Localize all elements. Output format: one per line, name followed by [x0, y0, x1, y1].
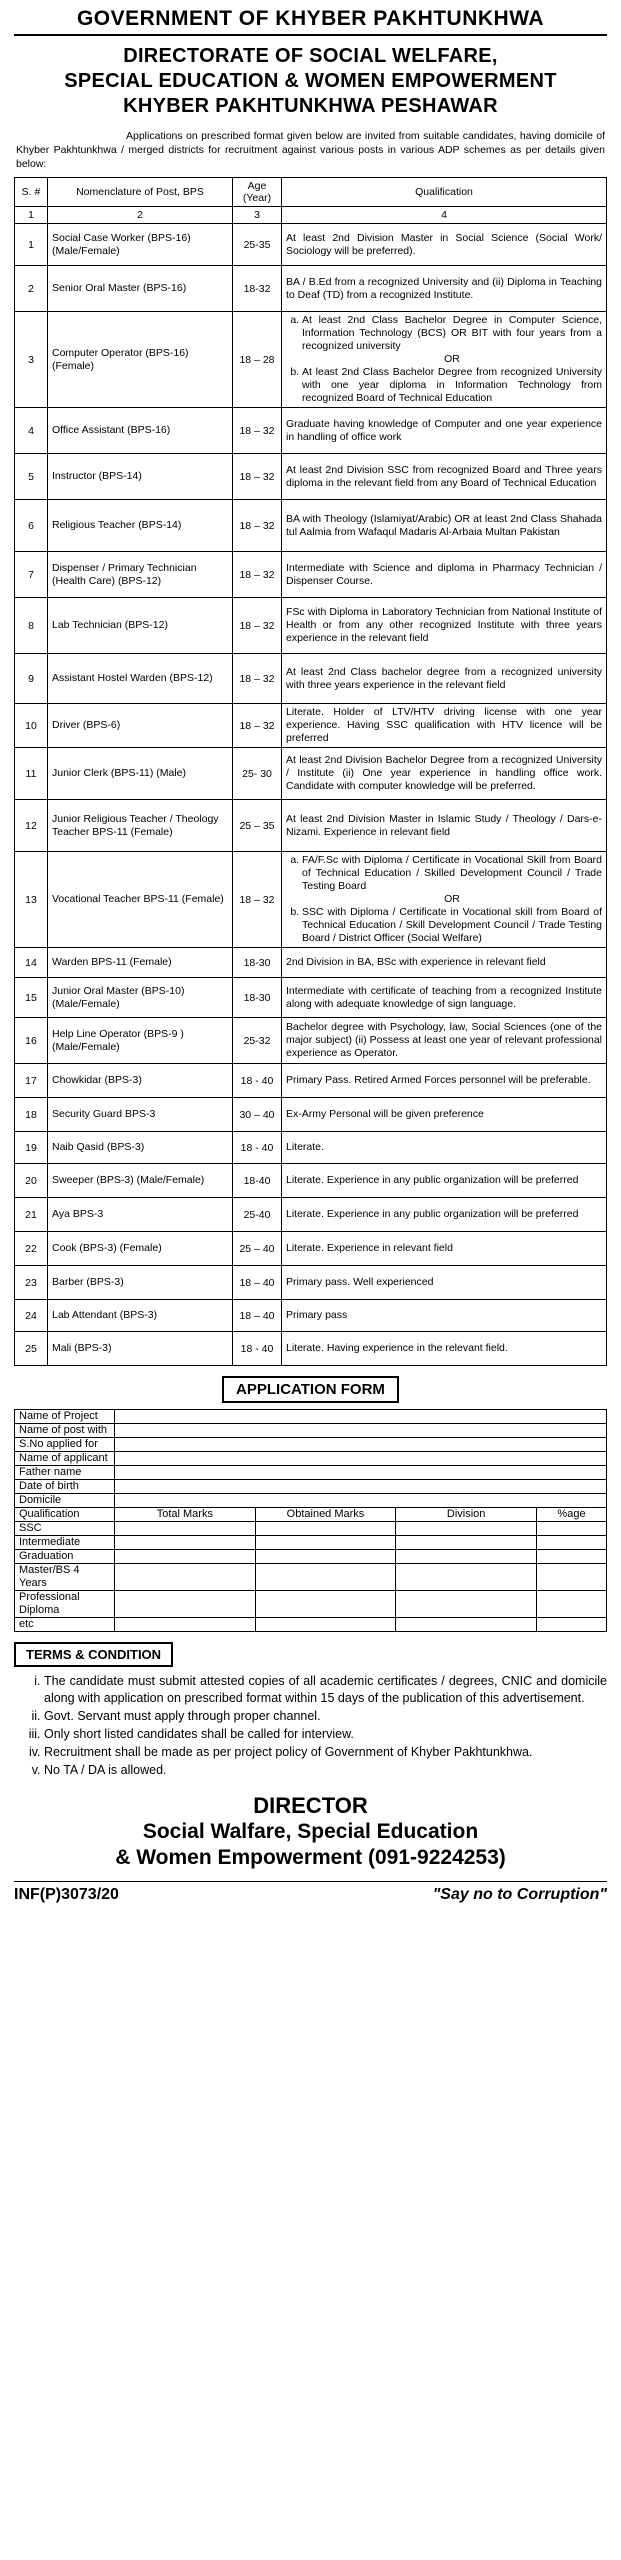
table-row — [15, 978, 607, 1018]
form-field-value[interactable] — [115, 1410, 607, 1424]
qualification-option-a: a. FA/F.Sc with Diploma / Certificate in Vocational Skill from Board of Technical Education / Skilled Development Council / Trade Testing Board — [302, 854, 602, 893]
qualification-row — [15, 1618, 607, 1632]
table-row — [15, 408, 607, 454]
col-number: 1 — [15, 207, 48, 224]
table-row — [15, 552, 607, 598]
form-field-row — [15, 1452, 607, 1466]
qualification-header: Qualification — [15, 1508, 115, 1522]
row-qualification: Literate. Holder of LTV/HTV driving license with one year experience. Having SSC qualification with HTV licence will be preferred — [282, 704, 607, 748]
table-row — [15, 1018, 607, 1064]
form-field-value[interactable] — [115, 1466, 607, 1480]
table-row — [15, 800, 607, 852]
row-qualification: Bachelor degree with Psychology, law, Social Sciences (one of the major subject) (ii) Possess at least one year of relevant professional experience as Operator. — [282, 1018, 607, 1064]
row-serial-number: 16 — [15, 1018, 48, 1064]
row-post-name: Social Case Worker (BPS-16) (Male/Female) — [48, 224, 233, 266]
qualification-cell[interactable] — [396, 1550, 537, 1564]
qualification-cell[interactable] — [396, 1522, 537, 1536]
form-field-label: Father name — [15, 1466, 115, 1480]
qualification-cell[interactable] — [255, 1522, 396, 1536]
form-field-value[interactable] — [115, 1438, 607, 1452]
row-post-name: Assistant Hostel Warden (BPS-12) — [48, 654, 233, 704]
qualification-cell[interactable] — [115, 1522, 256, 1536]
table-header-row — [15, 178, 607, 207]
row-age-limit: 18 – 32 — [233, 454, 282, 500]
application-form-table — [14, 1409, 607, 1632]
qualification-cell[interactable] — [255, 1564, 396, 1591]
row-post-name: Cook (BPS-3) (Female) — [48, 1232, 233, 1266]
director-department-line-1: Social Walfare, Special Education — [142, 1820, 479, 1843]
row-qualification: At least 2nd Division Master in Islamic Study / Theology / Dars-e-Nizami. Experience in relevant field — [282, 800, 607, 852]
qualification-cell[interactable] — [537, 1536, 607, 1550]
row-serial-number: 7 — [15, 552, 48, 598]
row-serial-number: 3 — [15, 312, 48, 408]
form-field-label: Name of applicant — [15, 1452, 115, 1466]
row-age-limit: 18 – 32 — [233, 598, 282, 654]
row-age-limit: 25-35 — [233, 224, 282, 266]
row-qualification: FSc with Diploma in Laboratory Technician from National Institute of Health or from any other recognized Institute with three years experience in the relevant field — [282, 598, 607, 654]
row-age-limit: 25 – 40 — [233, 1232, 282, 1266]
table-row — [15, 748, 607, 800]
row-age-limit: 25 – 35 — [233, 800, 282, 852]
qualification-level: Professional Diploma — [15, 1591, 115, 1618]
qualification-cell[interactable] — [255, 1618, 396, 1632]
row-age-limit: 18-32 — [233, 266, 282, 312]
table-row — [15, 224, 607, 266]
form-field-row — [15, 1424, 607, 1438]
row-serial-number: 25 — [15, 1332, 48, 1366]
row-age-limit: 18 - 40 — [233, 1132, 282, 1164]
qualification-row — [15, 1550, 607, 1564]
row-age-limit: 25-40 — [233, 1198, 282, 1232]
terms-list — [14, 1673, 607, 1779]
row-post-name: Religious Teacher (BPS-14) — [48, 500, 233, 552]
row-serial-number: 18 — [15, 1098, 48, 1132]
terms-item: v. No TA / DA is allowed. — [44, 1762, 607, 1779]
row-serial-number: 11 — [15, 748, 48, 800]
row-serial-number: 8 — [15, 598, 48, 654]
col-number: 3 — [233, 207, 282, 224]
table-row — [15, 1232, 607, 1266]
row-serial-number: 14 — [15, 948, 48, 978]
footer — [14, 1793, 607, 1871]
table-row — [15, 1300, 607, 1332]
row-age-limit: 18 – 40 — [233, 1266, 282, 1300]
row-serial-number: 2 — [15, 266, 48, 312]
director-department-line-2: & Women Empowerment (091-9224253) — [115, 1846, 506, 1869]
qualification-options — [286, 314, 602, 405]
qualification-level: SSC — [15, 1522, 115, 1536]
qualification-level: etc — [15, 1618, 115, 1632]
qualification-cell[interactable] — [537, 1522, 607, 1536]
row-qualification: 2nd Division in BA, BSc with experience in relevant field — [282, 948, 607, 978]
row-serial-number: 13 — [15, 852, 48, 948]
qualification-cell[interactable] — [537, 1618, 607, 1632]
qualification-header: Obtained Marks — [255, 1508, 396, 1522]
row-serial-number: 9 — [15, 654, 48, 704]
row-age-limit: 30 – 40 — [233, 1098, 282, 1132]
row-serial-number: 17 — [15, 1064, 48, 1098]
row-qualification: Literate. Experience in relevant field — [282, 1232, 607, 1266]
qualification-level: Intermediate — [15, 1536, 115, 1550]
row-qualification: Primary pass — [282, 1300, 607, 1332]
row-qualification: At least 2nd Division SSC from recognized Board and Three years diploma in the relevant field from any Board of Technical Education — [282, 454, 607, 500]
row-serial-number: 4 — [15, 408, 48, 454]
row-qualification: Literate. Having experience in the relevant field. — [282, 1332, 607, 1366]
table-row — [15, 704, 607, 748]
terms-title: TERMS & CONDITION — [14, 1642, 173, 1667]
row-qualification: Intermediate with certificate of teaching from a recognized Institute along with adequate knowledge of sign language. — [282, 978, 607, 1018]
director-title: DIRECTOR — [253, 1793, 368, 1818]
row-serial-number: 20 — [15, 1164, 48, 1198]
form-field-value[interactable] — [115, 1494, 607, 1508]
qualification-cell[interactable] — [537, 1564, 607, 1591]
header-post: Nomenclature of Post, BPS — [48, 178, 233, 207]
table-row — [15, 1098, 607, 1132]
col-number: 2 — [48, 207, 233, 224]
row-qualification: BA with Theology (Islamiyat/Arabic) OR at least 2nd Class Shahada tul Aalmia from Wafaqul Madaris Al-Arbaia Multan Pakistan — [282, 500, 607, 552]
terms-item: iii. Only short listed candidates shall be called for interview. — [44, 1726, 607, 1743]
qualification-row — [15, 1591, 607, 1618]
terms-item: i. The candidate must submit attested copies of all academic certificates / degrees, CNIC and domicile along with application on prescribed format within 15 days of the publication of this advertisement. — [44, 1673, 607, 1707]
application-form-body — [15, 1410, 607, 1632]
directorate-line-1: DIRECTORATE OF SOCIAL WELFARE, — [123, 45, 498, 67]
row-post-name: Aya BPS-3 — [48, 1198, 233, 1232]
row-serial-number: 10 — [15, 704, 48, 748]
directorate-title — [14, 44, 607, 119]
form-field-label: Name of Project — [15, 1410, 115, 1424]
bottom-bar — [14, 1881, 607, 1904]
row-post-name: Lab Technician (BPS-12) — [48, 598, 233, 654]
table-row — [15, 654, 607, 704]
row-post-name: Lab Attendant (BPS-3) — [48, 1300, 233, 1332]
table-row — [15, 1132, 607, 1164]
row-age-limit: 18-30 — [233, 948, 282, 978]
row-qualification: At least 2nd Division Master in Social Science (Social Work/ Sociology will be preferred). — [282, 224, 607, 266]
row-post-name: Junior Oral Master (BPS-10) (Male/Female) — [48, 978, 233, 1018]
application-form-heading — [14, 1376, 607, 1403]
qualification-or: OR — [444, 353, 460, 365]
row-post-name: Chowkidar (BPS-3) — [48, 1064, 233, 1098]
qualification-or: OR — [444, 893, 460, 905]
anti-corruption-slogan: "Say no to Corruption" — [432, 1886, 607, 1903]
row-age-limit: 25- 30 — [233, 748, 282, 800]
row-qualification: Literate. — [282, 1132, 607, 1164]
row-age-limit: 18 – 32 — [233, 408, 282, 454]
posts-table-body — [15, 224, 607, 1366]
table-row — [15, 852, 607, 948]
form-field-label: Name of post with — [15, 1424, 115, 1438]
qualification-row — [15, 1536, 607, 1550]
qualification-cell[interactable] — [255, 1536, 396, 1550]
qualification-option-b: b. SSC with Diploma / Certificate in Vocational skill from Board of Technical Education / Skill Development Council / Trade Testing Board / District Officer (Social Welfare) — [302, 906, 602, 945]
row-qualification: At least 2nd Class bachelor degree from a recognized university with three years experience in the relevant field — [282, 654, 607, 704]
row-age-limit: 18 – 32 — [233, 654, 282, 704]
table-row — [15, 266, 607, 312]
table-row — [15, 1198, 607, 1232]
row-serial-number: 5 — [15, 454, 48, 500]
row-post-name: Vocational Teacher BPS-11 (Female) — [48, 852, 233, 948]
table-row — [15, 1332, 607, 1366]
form-field-row — [15, 1466, 607, 1480]
row-post-name: Naib Qasid (BPS-3) — [48, 1132, 233, 1164]
qualification-cell[interactable] — [115, 1564, 256, 1591]
qualification-cell[interactable] — [115, 1550, 256, 1564]
form-field-value[interactable] — [115, 1452, 607, 1466]
row-serial-number: 24 — [15, 1300, 48, 1332]
application-form-title: APPLICATION FORM — [222, 1376, 399, 1403]
row-serial-number: 23 — [15, 1266, 48, 1300]
table-row — [15, 1064, 607, 1098]
qualification-cell[interactable] — [115, 1591, 256, 1618]
form-field-row — [15, 1494, 607, 1508]
qualification-cell[interactable] — [255, 1550, 396, 1564]
table-row — [15, 598, 607, 654]
row-qualification: BA / B.Ed from a recognized University and (ii) Diploma in Teaching to Deaf (TD) from a recognized Institute. — [282, 266, 607, 312]
row-qualification: Intermediate with Science and diploma in Pharmacy Technician / Dispenser Course. — [282, 552, 607, 598]
table-row — [15, 312, 607, 408]
row-age-limit: 18 – 32 — [233, 704, 282, 748]
intro-paragraph: Applications on prescribed format given below are invited from suitable candidates, having domicile of Khyber Pakhtunkhwa / merged districts for recruitment against various posts in various ADP schemes as per details given below: — [16, 130, 605, 170]
qualification-row — [15, 1522, 607, 1536]
row-qualification: Graduate having knowledge of Computer and one year experience in handling of office work — [282, 408, 607, 454]
header-qualification: Qualification — [282, 178, 607, 207]
row-age-limit: 18 – 28 — [233, 312, 282, 408]
table-row — [15, 1266, 607, 1300]
table-row — [15, 500, 607, 552]
qualification-row — [15, 1564, 607, 1591]
row-post-name: Driver (BPS-6) — [48, 704, 233, 748]
row-post-name: Security Guard BPS-3 — [48, 1098, 233, 1132]
row-age-limit: 18-30 — [233, 978, 282, 1018]
qualification-cell[interactable] — [396, 1564, 537, 1591]
table-row — [15, 948, 607, 978]
row-age-limit: 18 - 40 — [233, 1064, 282, 1098]
row-age-limit: 18 – 32 — [233, 552, 282, 598]
qualification-cell[interactable] — [255, 1591, 396, 1618]
row-age-limit: 25-32 — [233, 1018, 282, 1064]
terms-heading — [14, 1642, 607, 1667]
qualification-level: Master/BS 4 Years — [15, 1564, 115, 1591]
row-post-name: Computer Operator (BPS-16) (Female) — [48, 312, 233, 408]
form-field-row — [15, 1410, 607, 1424]
row-age-limit: 18-40 — [233, 1164, 282, 1198]
row-serial-number: 15 — [15, 978, 48, 1018]
row-post-name: Office Assistant (BPS-16) — [48, 408, 233, 454]
row-age-limit: 18 - 40 — [233, 1332, 282, 1366]
row-qualification — [282, 312, 607, 408]
qualification-level: Graduation — [15, 1550, 115, 1564]
row-post-name: Help Line Operator (BPS-9 ) (Male/Female) — [48, 1018, 233, 1064]
row-age-limit: 18 – 32 — [233, 852, 282, 948]
row-qualification: At least 2nd Division Bachelor Degree from a recognized University / Institute (ii) One year experience in handling office work. Candidate with computer knowledge will be preferred. — [282, 748, 607, 800]
table-row — [15, 454, 607, 500]
directorate-line-2: SPECIAL EDUCATION & WOMEN EMPOWERMENT — [64, 70, 557, 92]
row-serial-number: 12 — [15, 800, 48, 852]
form-field-value[interactable] — [115, 1424, 607, 1438]
row-serial-number: 6 — [15, 500, 48, 552]
header-sno: S. # — [15, 178, 48, 207]
row-age-limit: 18 – 32 — [233, 500, 282, 552]
qualification-cell[interactable] — [537, 1591, 607, 1618]
qualification-options — [286, 854, 602, 945]
table-number-row — [15, 207, 607, 224]
form-field-label: Domicile — [15, 1494, 115, 1508]
row-post-name: Instructor (BPS-14) — [48, 454, 233, 500]
qualification-option-a: a. At least 2nd Class Bachelor Degree in Computer Science, Information Technology (BCS) OR BIT with four years from a recognized university — [302, 314, 602, 353]
row-post-name: Warden BPS-11 (Female) — [48, 948, 233, 978]
row-qualification: Literate. Experience in any public organization will be preferred — [282, 1198, 607, 1232]
row-age-limit: 18 – 40 — [233, 1300, 282, 1332]
row-qualification: Primary Pass. Retired Armed Forces personnel will be preferable. — [282, 1064, 607, 1098]
row-post-name: Sweeper (BPS-3) (Male/Female) — [48, 1164, 233, 1198]
table-row — [15, 1164, 607, 1198]
row-post-name: Dispenser / Primary Technician (Health Care) (BPS-12) — [48, 552, 233, 598]
qualification-cell[interactable] — [115, 1618, 256, 1632]
row-post-name: Junior Clerk (BPS-11) (Male) — [48, 748, 233, 800]
row-serial-number: 19 — [15, 1132, 48, 1164]
form-field-row — [15, 1480, 607, 1494]
qualification-header: Division — [396, 1508, 537, 1522]
row-serial-number: 1 — [15, 224, 48, 266]
form-field-row — [15, 1438, 607, 1452]
row-qualification: Primary pass. Well experienced — [282, 1266, 607, 1300]
qualification-cell[interactable] — [396, 1591, 537, 1618]
reference-number: INF(P)3073/20 — [14, 1886, 119, 1903]
qualification-header-row — [15, 1508, 607, 1522]
qualification-cell[interactable] — [396, 1618, 537, 1632]
qualification-header: %age — [537, 1508, 607, 1522]
row-post-name: Mali (BPS-3) — [48, 1332, 233, 1366]
row-qualification: Ex-Army Personal will be given preference — [282, 1098, 607, 1132]
header-age: Age (Year) — [233, 178, 282, 207]
posts-table — [14, 177, 607, 1366]
qualification-cell[interactable] — [537, 1550, 607, 1564]
form-field-label: Date of birth — [15, 1480, 115, 1494]
qualification-cell[interactable] — [115, 1536, 256, 1550]
form-field-label: S.No applied for — [15, 1438, 115, 1452]
row-qualification: Literate. Experience in any public organization will be preferred — [282, 1164, 607, 1198]
row-serial-number: 21 — [15, 1198, 48, 1232]
terms-item: ii. Govt. Servant must apply through proper channel. — [44, 1708, 607, 1725]
row-post-name: Barber (BPS-3) — [48, 1266, 233, 1300]
row-serial-number: 22 — [15, 1232, 48, 1266]
qualification-header: Total Marks — [115, 1508, 256, 1522]
qualification-option-b: b. At least 2nd Class Bachelor Degree from recognized University with one year diploma in Information Technology from recognized Board of Technical Education — [302, 366, 602, 405]
directorate-line-3: KHYBER PAKHTUNKHWA PESHAWAR — [123, 95, 498, 117]
row-post-name: Senior Oral Master (BPS-16) — [48, 266, 233, 312]
qualification-cell[interactable] — [396, 1536, 537, 1550]
row-post-name: Junior Religious Teacher / Theology Teacher BPS-11 (Female) — [48, 800, 233, 852]
form-field-value[interactable] — [115, 1480, 607, 1494]
row-qualification — [282, 852, 607, 948]
col-number: 4 — [282, 207, 607, 224]
terms-item: iv. Recruitment shall be made as per project policy of Government of Khyber Pakhtunkhwa. — [44, 1744, 607, 1761]
government-title: GOVERNMENT OF KHYBER PAKHTUNKHWA — [14, 0, 607, 36]
